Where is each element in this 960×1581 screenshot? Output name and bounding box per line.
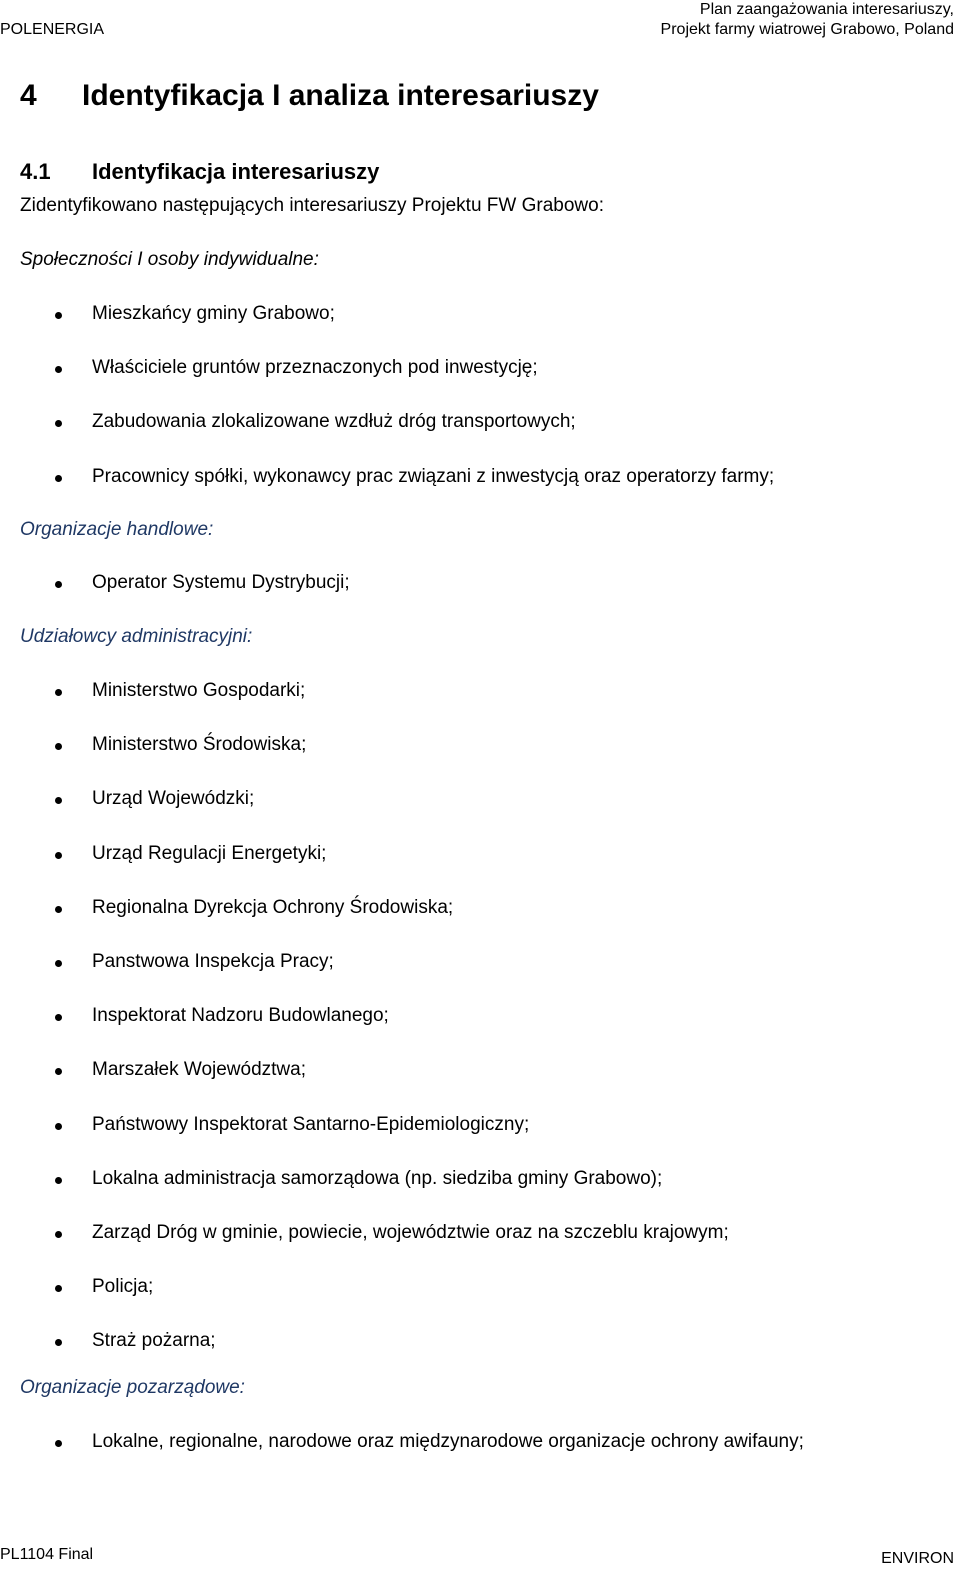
- section-title: Identyfikacja I analiza interesariuszy: [82, 79, 599, 112]
- header-title-line1: Plan zaangażowania interesariuszy,: [699, 1, 954, 18]
- bullet-icon: [55, 1285, 62, 1292]
- bullet-icon: [55, 475, 62, 482]
- group-heading-administrative: Udziałowcy administracyjni:: [20, 626, 253, 647]
- section-number: 4: [20, 79, 37, 112]
- group-heading-communities: Społeczności I osoby indywidualne:: [20, 249, 319, 270]
- bullet-icon: [55, 312, 62, 319]
- subsection-heading: [20, 158, 379, 186]
- bullet-icon: [55, 1123, 62, 1130]
- footer-doc-id: PL1104 Final: [0, 1546, 94, 1563]
- bullet-icon: [55, 1339, 62, 1346]
- group-heading-commercial: Organizacje handlowe:: [20, 519, 214, 540]
- header-company: POLENERGIA: [0, 21, 105, 38]
- group-heading-ngo: Organizacje pozarządowe:: [20, 1377, 245, 1398]
- bullet-icon: [55, 906, 62, 913]
- bullet-icon: [55, 960, 62, 967]
- bullet-icon: [55, 689, 62, 696]
- footer-company: ENVIRON: [881, 1550, 954, 1567]
- bullet-icon: [55, 1231, 62, 1238]
- intro-paragraph: Zidentyfikowano następujących interesariuszy Projektu FW Grabowo:: [20, 195, 604, 216]
- bullet-icon: [55, 1014, 62, 1021]
- bullet-icon: [55, 581, 62, 588]
- bullet-icon: [55, 366, 62, 373]
- bullet-icon: [55, 1440, 62, 1447]
- bullet-icon: [55, 420, 62, 427]
- subsection-title: Identyfikacja interesariuszy: [92, 159, 380, 184]
- bullet-icon: [55, 797, 62, 804]
- bullet-icon: [55, 1068, 62, 1075]
- bullet-icon: [55, 1177, 62, 1184]
- bullet-icon: [55, 743, 62, 750]
- section-heading: [20, 78, 599, 114]
- header-title: [661, 0, 954, 40]
- header-title-line2: Projekt farmy wiatrowej Grabowo, Poland: [660, 21, 954, 38]
- bullet-icon: [55, 852, 62, 859]
- subsection-number: 4.1: [20, 159, 51, 184]
